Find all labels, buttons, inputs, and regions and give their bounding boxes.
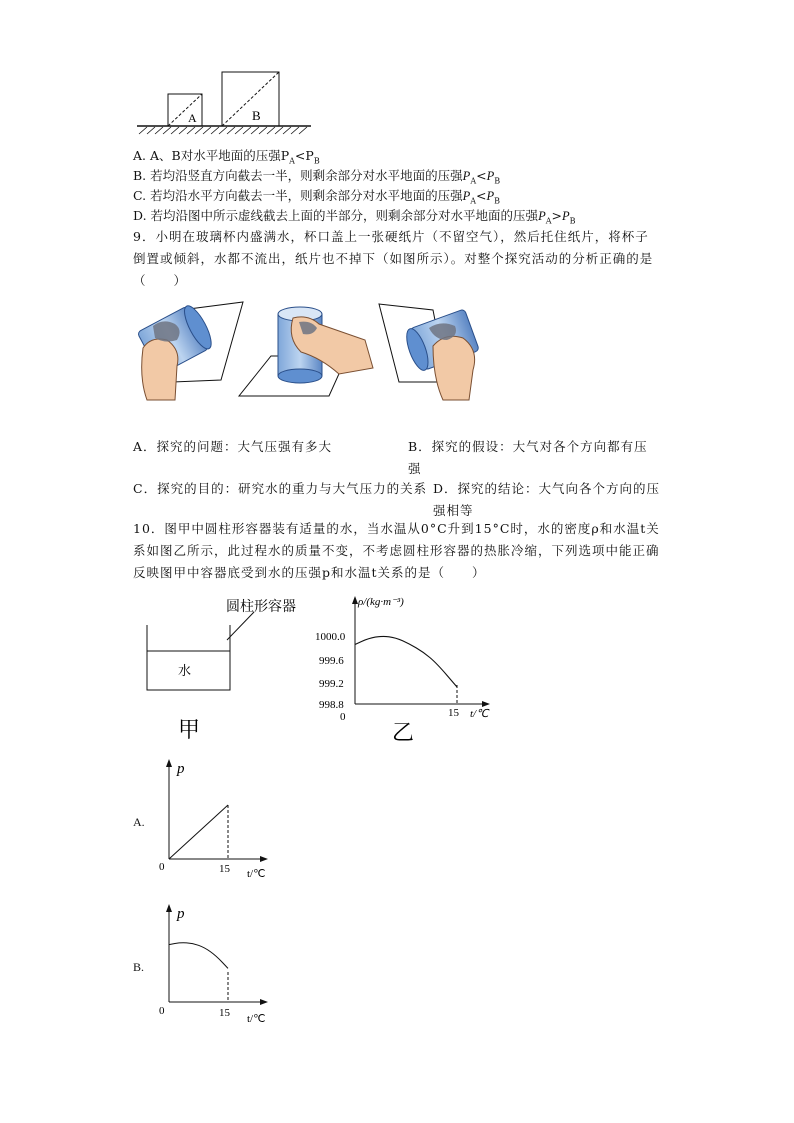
figure-jia-caption: 甲 — [178, 718, 201, 743]
container-label: 圆柱形容器 — [226, 599, 296, 615]
yi-y-tick-1000: 1000.0 — [315, 631, 346, 643]
q9-option-a[interactable]: A．探究的问题：大气压强有多大 — [133, 439, 333, 454]
block-b-label: B — [252, 108, 261, 123]
q9-option-d[interactable]: D．探究的结论：大气向各个方向的压强相等 — [433, 481, 661, 518]
q9-stem: 9．小明在玻璃杯内盛满水，杯口盖上一张硬纸片（不留空气），然后托住纸片，将杯子倒置或倾斜，水都不流出，纸片也不掉下（如图所示）。对整个探究活动的分析正确的是（ ） — [133, 229, 654, 288]
figure-yi-caption: 乙 — [392, 721, 415, 745]
glass-experiment-figure — [133, 298, 488, 408]
opt-a-xlabel: t/℃ — [247, 868, 266, 880]
q8-option-c[interactable]: C. 若均沿水平方向截去一半，则剩余部分对水平地面的压强$P_A<P_B$ — [133, 188, 501, 206]
q10-option-a-label[interactable]: A. — [133, 815, 145, 829]
option-a-line — [169, 805, 228, 859]
opt-b-origin: 0 — [159, 1005, 165, 1017]
q8-option-b[interactable]: B. 若均沿竖直方向截去一半，则剩余部分对水平地面的压强$P_A<P_B$ — [133, 168, 501, 186]
opt-a-ylabel: p — [177, 761, 185, 777]
opt-b-x-tick: 15 — [219, 1007, 230, 1019]
opt-b-ylabel: p — [177, 906, 185, 922]
yi-y-tick-9996: 999.6 — [319, 655, 344, 667]
option-b-chart[interactable] — [155, 900, 285, 1030]
q9-option-b[interactable]: B．探究的假设：大气对各个方向都有压强 — [408, 439, 648, 476]
yi-y-tick-9988: 998.8 — [319, 699, 344, 711]
block-a-label: A — [188, 111, 197, 125]
opt-a-origin: 0 — [159, 861, 165, 873]
opt-a-x-tick: 15 — [219, 863, 230, 875]
yi-ylabel: ρ/(kg·m⁻³) — [358, 596, 404, 608]
opt-b-xlabel: t/℃ — [247, 1013, 266, 1025]
blocks-figure — [133, 66, 323, 138]
container-figure — [140, 595, 310, 745]
option-a-chart[interactable] — [155, 755, 285, 885]
density-chart — [300, 590, 500, 745]
tilted-glass-right — [379, 304, 479, 400]
option-b-curve — [169, 943, 228, 969]
yi-origin: 0 — [340, 711, 346, 723]
q10-stem: 10．图甲中圆柱形容器装有适量的水，当水温从0°C升到15°C时，水的密度ρ和水温t关系如图乙所示，此过程水的质量不变，不考虑圆柱形容器的热胀冷缩，下列选项中能正确反映图甲中容器底受到水的压强p和水温t关系的是（ ） — [133, 521, 660, 580]
inverted-glass-middle — [239, 307, 373, 396]
q8-option-a[interactable]: A. A、B对水平地面的压强$P_A<P_B$ — [133, 148, 320, 166]
q9-option-c[interactable]: C．探究的目的：研究水的重力与大气压力的关系 — [133, 481, 428, 496]
tilted-glass-left — [137, 302, 243, 400]
density-curve — [355, 636, 457, 687]
yi-x-tick: 15 — [448, 707, 459, 719]
yi-xlabel: t/℃ — [470, 708, 489, 720]
q8-option-d[interactable]: D. 若均沿图中所示虚线截去上面的半部分，则剩余部分对水平地面的压强$P_A>P_B$ — [133, 208, 576, 226]
water-label: 水 — [178, 664, 192, 679]
q10-option-b-label[interactable]: B. — [133, 960, 145, 974]
yi-y-tick-9992: 999.2 — [319, 678, 344, 690]
